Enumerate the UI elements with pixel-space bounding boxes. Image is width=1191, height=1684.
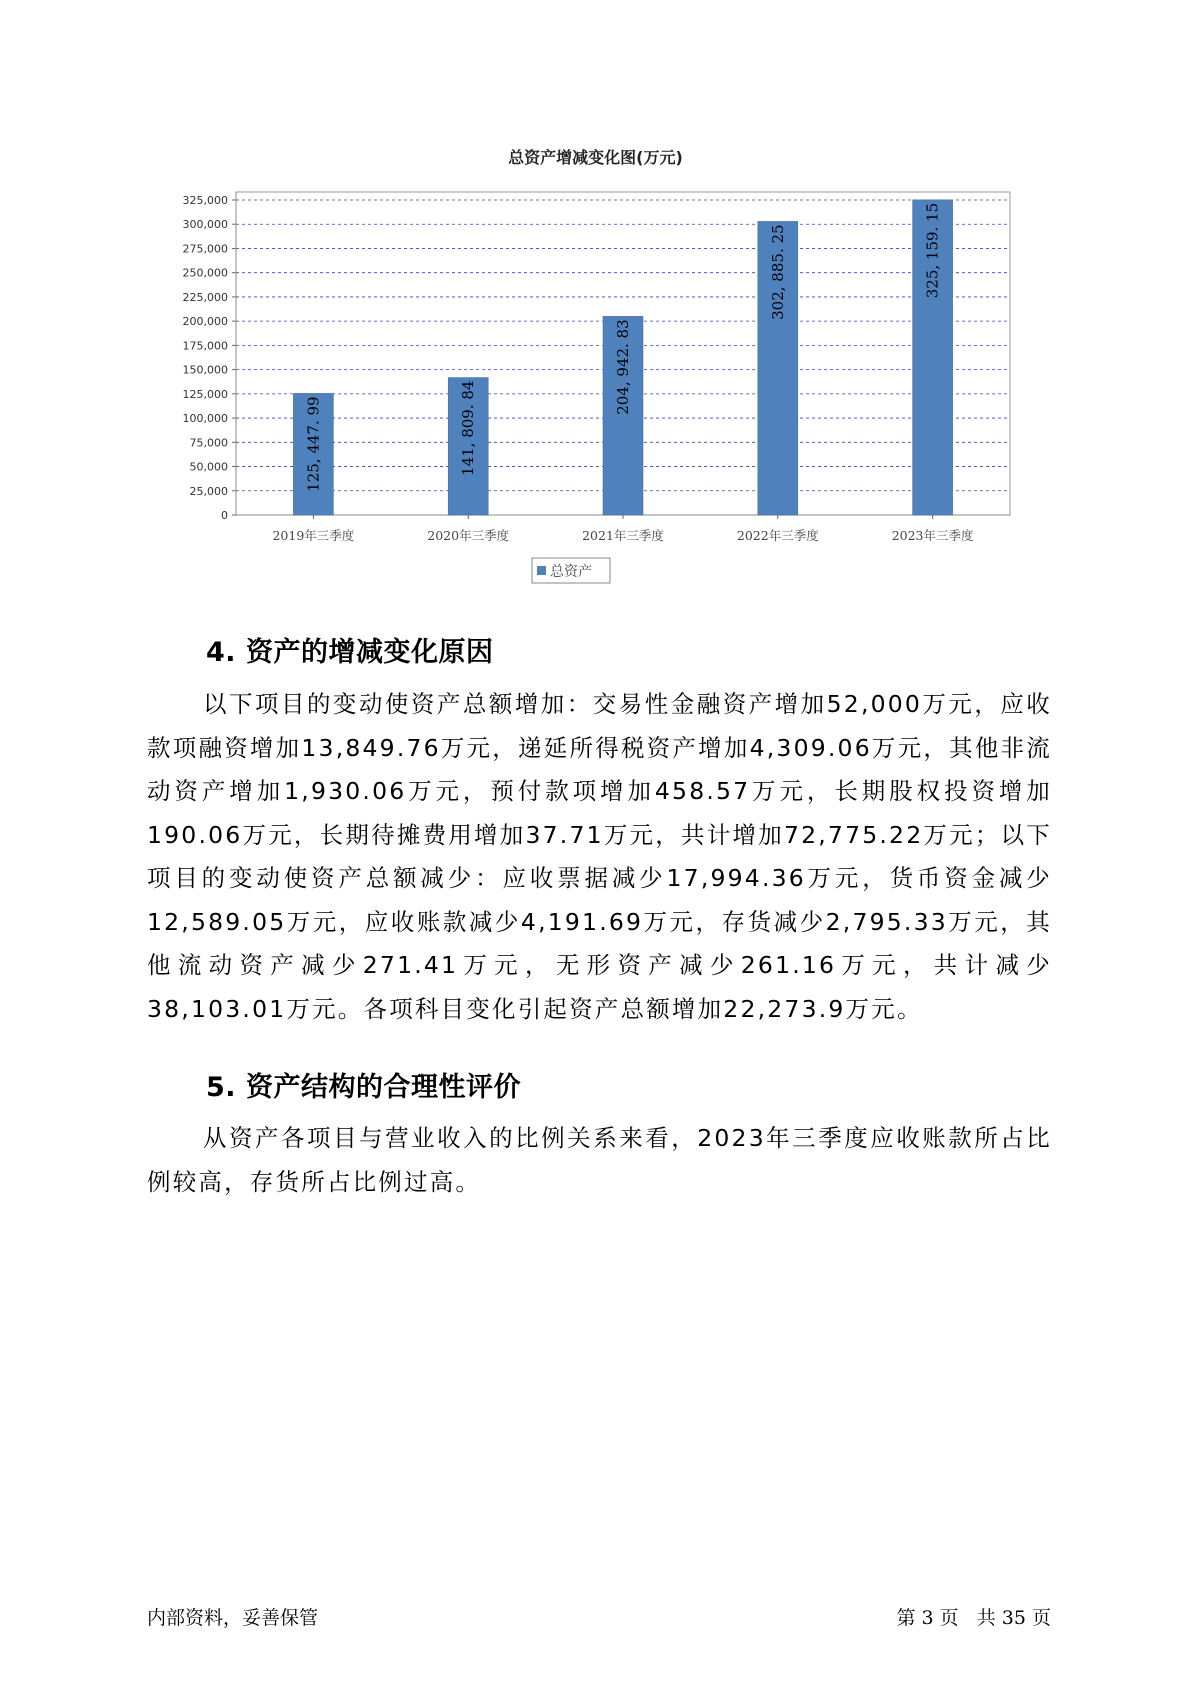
footer-confidential-note: 内部资料，妥善保管 (147, 1607, 319, 1629)
footer-page-number: 第 3 页 共 35 页 (896, 1607, 1051, 1629)
section-heading-4: 4. 资产的增减变化原因 (206, 637, 494, 668)
y-tick-label: 300,000 (182, 218, 228, 232)
x-tick-label: 2021年三季度 (582, 528, 664, 543)
bar-data-label: 141, 809. 84 (459, 380, 478, 476)
bar-data-label: 302, 885. 25 (768, 224, 787, 320)
bar-data-label: 204, 942. 83 (614, 319, 632, 415)
y-tick-label: 25,000 (189, 484, 228, 498)
y-tick-label: 100,000 (182, 412, 228, 426)
legend-swatch (537, 566, 546, 575)
x-tick-label: 2020年三季度 (427, 528, 510, 543)
section-heading-5: 5. 资产结构的合理性评价 (206, 1072, 521, 1103)
y-tick-label: 0 (221, 509, 228, 522)
y-tick-label: 150,000 (182, 363, 228, 377)
y-tick-label: 175,000 (182, 339, 228, 353)
y-tick-label: 50,000 (189, 460, 228, 474)
x-tick-label: 2023年三季度 (891, 528, 974, 543)
x-tick-label: 2022年三季度 (736, 528, 819, 543)
chart-title: 总资产增减变化图(万元) (508, 148, 683, 167)
section-paragraph-5: 从资产各项目与营业收入的比例关系来看，2023年三季度应收账款所占比例较高，存货所占比例过高。 (147, 1124, 1052, 1196)
y-tick-label: 275,000 (182, 242, 228, 256)
legend-label: 总资产 (550, 564, 592, 580)
section-paragraph-4: 以下项目的变动使资产总额增加：交易性金融资产增加52,000万元，应收款项融资增加13,849.76万元，递延所得税资产增加4,309.06万元，其他非流动资产增加1,930.06万元，预付款项增加458.57万元，长期股权投资增加190.06万元，长期待摊费用增加37.71万元，共计增加72,775.22万元；以下项目的变动使资产总额减少：应收票据减少17,994.36万元，货币资金减少12,589.05万元，应收账款减少4,191.69万元，存货减少2,795.33万元，其他流动资产减少271.41万元，无形资产减少261.16万元，共计减少38,103.01万元。各项科目变化引起资产总额增加22,273.9万元。 (147, 690, 1052, 1023)
y-tick-label: 75,000 (189, 436, 228, 450)
y-tick-label: 125,000 (182, 387, 228, 401)
bar-data-label: 325, 159. 15 (923, 202, 942, 299)
y-tick-label: 200,000 (182, 315, 228, 329)
y-tick-label: 250,000 (182, 266, 228, 280)
y-tick-label: 325,000 (182, 194, 228, 207)
x-tick-label: 2019年三季度 (272, 528, 355, 543)
y-tick-label: 225,000 (182, 290, 228, 304)
total-assets-bar-chart (150, 185, 974, 580)
bar-data-label: 125, 447. 99 (304, 396, 323, 492)
